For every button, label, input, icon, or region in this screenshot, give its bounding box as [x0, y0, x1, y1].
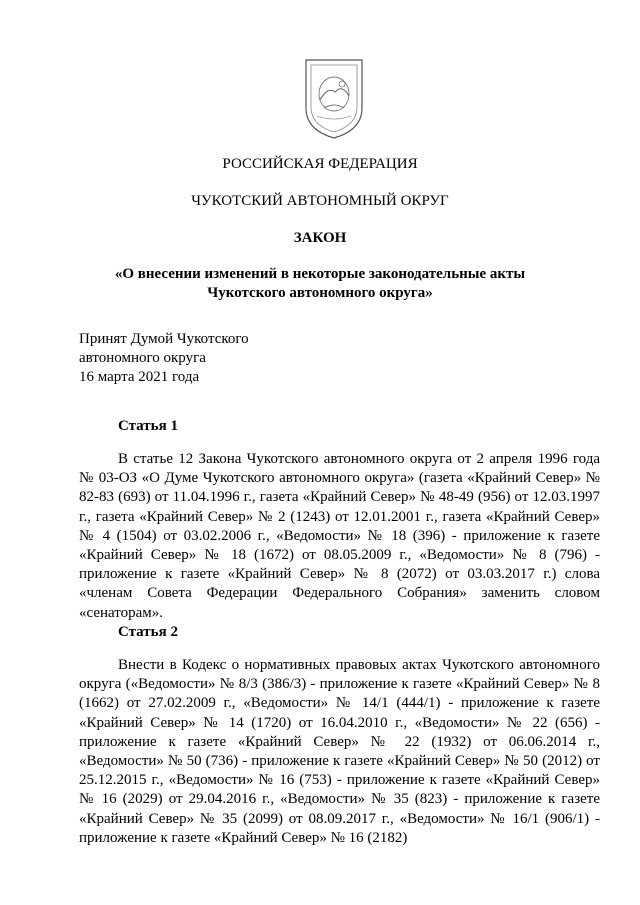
adoption-line-3: 16 марта 2021 года — [79, 369, 200, 385]
article-1-text: В статье 12 Закона Чукотского автономного округа от 2 апреля 1996 года № 03-ОЗ «О Думе Чукотского автономного округа» (газета «Крайний Север» № 82-83 (693) от 11.04.1996 г., газета «Крайний Север» № 48-49 (956) от 12.03.1997 г., газета «Крайний Север» № 2 (1243) от 12.01.2001 г., газета «Крайний Север» № 4 (1504) от 03.02.2006 г., «Ведомости» № 18 (396) - приложение к газете «Крайний Север» № 18 (1672) от 08.05.2009 г., «Ведомости» № 8 (796) - приложение к газете «Крайний Север» № 8 (2072) от 03.03.2017 г.) слова «членам Совета Федерации Федерального Собрания» заменить словом «сенаторам». — [79, 451, 600, 621]
region-name: ЧУКОТСКИЙ АВТОНОМНЫЙ ОКРУГ — [191, 193, 449, 209]
adoption-line-2: автономного округа — [79, 350, 206, 366]
adoption-line-1: Принят Думой Чукотского — [79, 331, 249, 347]
law-title-line-1: «О внесении изменений в некоторые законодательные акты — [114, 266, 526, 282]
article-2-heading: Статья 2 — [118, 624, 178, 640]
country-name: РОССИЙСКАЯ ФЕДЕРАЦИЯ — [222, 156, 418, 172]
document-type: ЗАКОН — [293, 230, 347, 246]
coat-of-arms-icon — [302, 56, 366, 140]
article-1-heading: Статья 1 — [118, 418, 178, 434]
article-2-text: Внести в Кодекс о нормативных правовых актах Чукотского автономного округа («Ведомости» № 8/3 (386/3) - приложение к газете «Крайний Север» № 8 (1662) от 27.02.2009 г., «Ведомости» № 14/1 (444/1) - приложение к газете «Крайний Север» № 14 (1720) от 16.04.2010 г., «Ведомости» № 22 (656) - приложение к газете «Крайний Север» № 22 (1932) от 06.06.2014 г., «Ведомости» № 50 (736) - приложение к газете «Крайний Север» № 50 (2012) от 25.12.2015 г., «Ведомости» № 16 (753) - приложение к газете «Крайний Север» № 16 (2029) от 29.04.2016 г., «Ведомости» № 35 (823) - приложение к газете «Крайний Север» № 35 (2099) от 08.09.2017 г., «Ведомости» № 16/1 (906/1) - приложение к газете «Крайний Север» № 16 (2182) — [79, 657, 600, 846]
law-title-line-2: Чукотского автономного округа» — [207, 285, 433, 301]
adoption-info — [79, 330, 249, 387]
